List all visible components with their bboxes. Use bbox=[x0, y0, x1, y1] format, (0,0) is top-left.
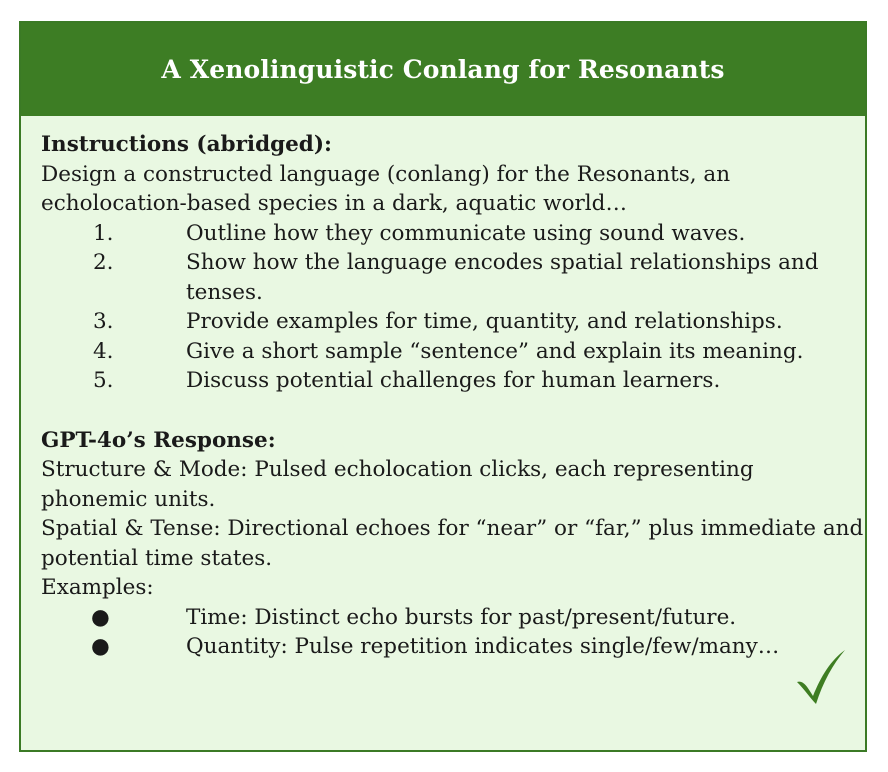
list-item-text: Time: Distinct echo bursts for past/present/future. bbox=[186, 604, 737, 630]
list-item bbox=[41, 337, 865, 367]
bullet-icon: ● bbox=[91, 604, 110, 630]
card-header bbox=[21, 23, 865, 116]
list-item bbox=[41, 366, 865, 396]
list-item-text: Quantity: Pulse repetition indicates single/few/many… bbox=[186, 634, 780, 659]
card-body bbox=[21, 130, 865, 662]
list-item bbox=[41, 248, 865, 307]
list-item-text: Provide examples for time, quantity, and relationships. bbox=[186, 309, 783, 334]
examples-list bbox=[41, 603, 865, 662]
list-item-text: Give a short sample “sentence” and explain its meaning. bbox=[186, 338, 804, 364]
list-number: 4. bbox=[93, 338, 114, 364]
list-item bbox=[41, 603, 865, 633]
bullet-icon: ● bbox=[91, 634, 110, 659]
list-number: 5. bbox=[93, 368, 114, 393]
instructions-heading: Instructions (abridged): bbox=[41, 132, 332, 157]
list-item-text: Discuss potential challenges for human learners. bbox=[186, 368, 721, 393]
list-number: 1. bbox=[93, 220, 114, 246]
instructions-list bbox=[41, 219, 865, 396]
list-item-text: Show how the language encodes spatial relationships and tenses. bbox=[186, 250, 819, 305]
examples-label: Examples: bbox=[41, 575, 154, 600]
list-number: 2. bbox=[93, 250, 114, 275]
checkmark-icon bbox=[795, 648, 847, 706]
list-item bbox=[41, 219, 865, 249]
instructions-intro: Design a constructed language (conlang) for the Resonants, an echolocation-based species in a dark, aquatic world… bbox=[41, 161, 731, 216]
conlang-card bbox=[19, 21, 867, 752]
response-heading: GPT-4o’s Response: bbox=[41, 427, 276, 453]
card-title: A Xenolinguistic Conlang for Resonants bbox=[161, 55, 725, 84]
list-number: 3. bbox=[93, 309, 114, 334]
list-item bbox=[41, 307, 865, 337]
response-structure: Structure & Mode: Pulsed echolocation clicks, each representing phonemic units. bbox=[41, 457, 754, 512]
list-item-text: Outline how they communicate using sound waves. bbox=[186, 220, 746, 246]
list-item bbox=[41, 632, 865, 662]
response-spatial: Spatial & Tense: Directional echoes for “near” or “far,” plus immediate and potential time states. bbox=[41, 516, 864, 571]
